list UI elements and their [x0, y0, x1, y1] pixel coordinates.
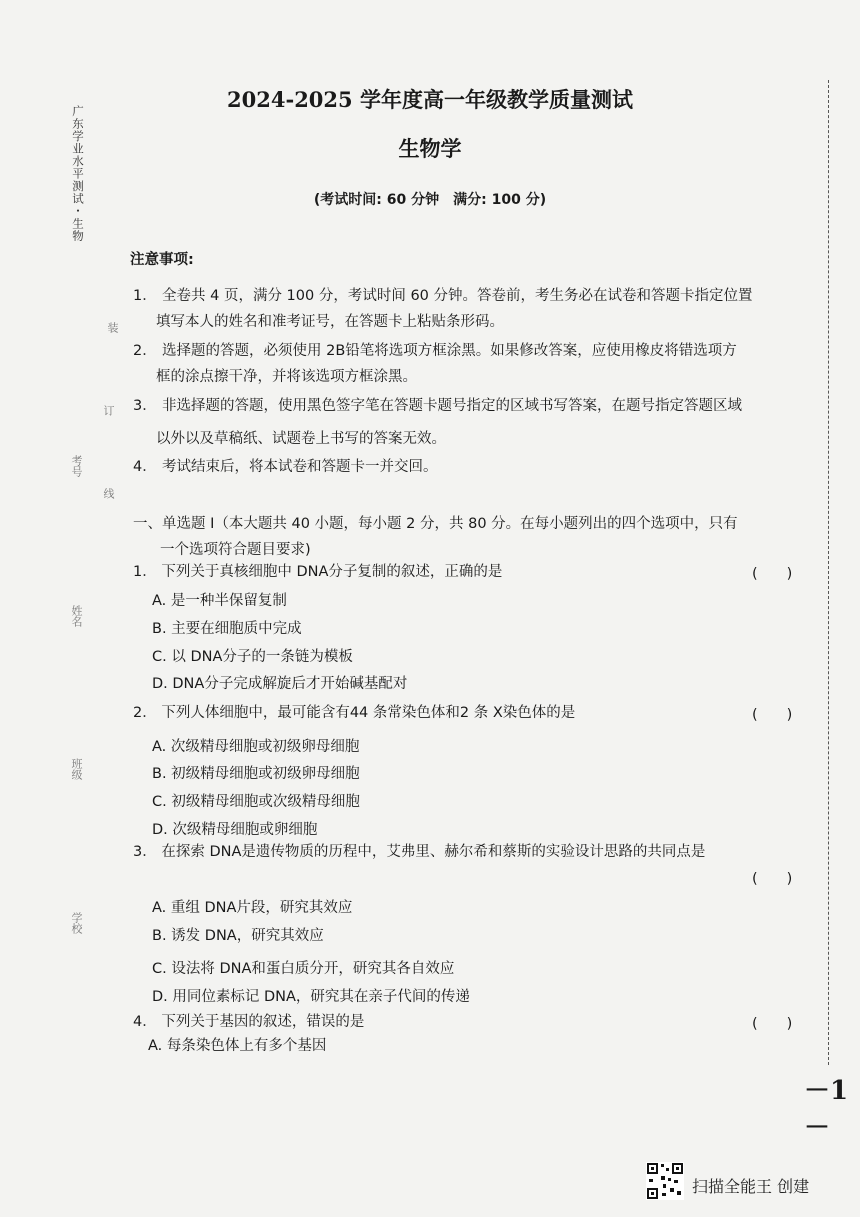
note-number: 3． — [133, 398, 157, 414]
option: B. 主要在细胞质中完成 — [152, 621, 302, 637]
note-number: 1． — [133, 288, 157, 304]
note-line: 全卷共 4 页，满分 100 分，考试时间 60 分钟。答卷前，考生务必在试卷和答题卡指定位置 — [162, 288, 753, 304]
answer-blank: ( ) — [752, 871, 793, 887]
note-line: 考试结束后，将本试卷和答题卡一并交回。 — [162, 459, 438, 475]
side-label: 广东学业水平测试・生物 — [71, 105, 85, 243]
option: A. 是一种半保留复制 — [152, 593, 287, 609]
option: D. 次级精母细胞或卵细胞 — [152, 822, 318, 838]
question-stem: 4． 下列关于基因的叙述，错误的是 — [133, 1014, 365, 1030]
margin-mark: 装 — [106, 322, 119, 333]
option: A. 次级精母细胞或初级卵母细胞 — [152, 739, 360, 755]
section-heading-cont: 一个选项符合题目要求) — [160, 542, 311, 558]
note-line: 填写本人的姓名和准考证号，在答题卡上粘贴条形码。 — [156, 314, 504, 330]
option: B. 诱发 DNA，研究其效应 — [152, 928, 324, 944]
note-line: 框的涂点擦干净，并将该选项方框涂黑。 — [156, 369, 417, 385]
option: A. 每条染色体上有多个基因 — [148, 1038, 327, 1054]
answer-blank: ( ) — [752, 566, 793, 582]
note-number: 2． — [133, 343, 157, 359]
answer-blank: ( ) — [752, 1016, 793, 1032]
margin-mark: 线 — [102, 488, 115, 499]
answer-blank: ( ) — [752, 707, 793, 723]
margin-mark: 学校 — [70, 912, 83, 934]
note-line: 以外以及草稿纸、试题卷上书写的答案无效。 — [156, 431, 446, 447]
option: A. 重组 DNA片段，研究其效应 — [152, 900, 353, 916]
subject-title: 生物学 — [398, 136, 462, 161]
option: D. 用同位素标记 DNA，研究其在亲子代间的传递 — [152, 989, 470, 1005]
note-line: 选择题的答题，必须使用 2B铅笔将选项方框涂黑。如果修改答案，应使用橡皮将错选项方 — [162, 343, 737, 359]
notes-heading: 注意事项: — [130, 252, 194, 268]
margin-mark: 订 — [102, 405, 115, 416]
option: D. DNA分子完成解旋后才开始碱基配对 — [152, 676, 408, 692]
qr-code-icon — [646, 1162, 684, 1200]
note-line: 非选择题的答题，使用黑色签字笔在答题卡题号指定的区域书写答案，在题号指定答题区域 — [162, 398, 742, 414]
option: B. 初级精母细胞或初级卵母细胞 — [152, 766, 360, 782]
scanner-watermark: 扫描全能王 创建 — [692, 1177, 810, 1196]
question-stem: 3． 在探索 DNA是遗传物质的历程中，艾弗里、赫尔希和蔡斯的实验设计思路的共同点是 — [133, 844, 706, 860]
section-heading: 一、单选题 I（本大题共 40 小题，每小题 2 分，共 80 分。在每小题列出的四个选项中，只有 — [133, 516, 738, 532]
margin-mark: 姓名 — [70, 605, 83, 627]
option: C. 以 DNA分子的一条链为模板 — [152, 649, 353, 665]
margin-mark: 考号 — [70, 455, 83, 477]
note-number: 4． — [133, 459, 157, 475]
question-stem: 1． 下列关于真核细胞中 DNA分子复制的叙述，正确的是 — [133, 564, 503, 580]
option: C. 设法将 DNA和蛋白质分开，研究其各自效应 — [152, 961, 455, 977]
exam-info: (考试时间: 60 分钟 满分: 100 分) — [313, 192, 547, 208]
option: C. 初级精母细胞或次级精母细胞 — [152, 794, 360, 810]
page-number: －1－ — [804, 1076, 849, 1143]
exam-title: 2024-2025 学年度高一年级教学质量测试 — [227, 87, 633, 112]
question-stem: 2． 下列人体细胞中，最可能含有44 条常染色体和2 条 X染色体的是 — [133, 705, 576, 721]
cut-line — [828, 80, 829, 1065]
margin-mark: 班级 — [70, 758, 83, 780]
